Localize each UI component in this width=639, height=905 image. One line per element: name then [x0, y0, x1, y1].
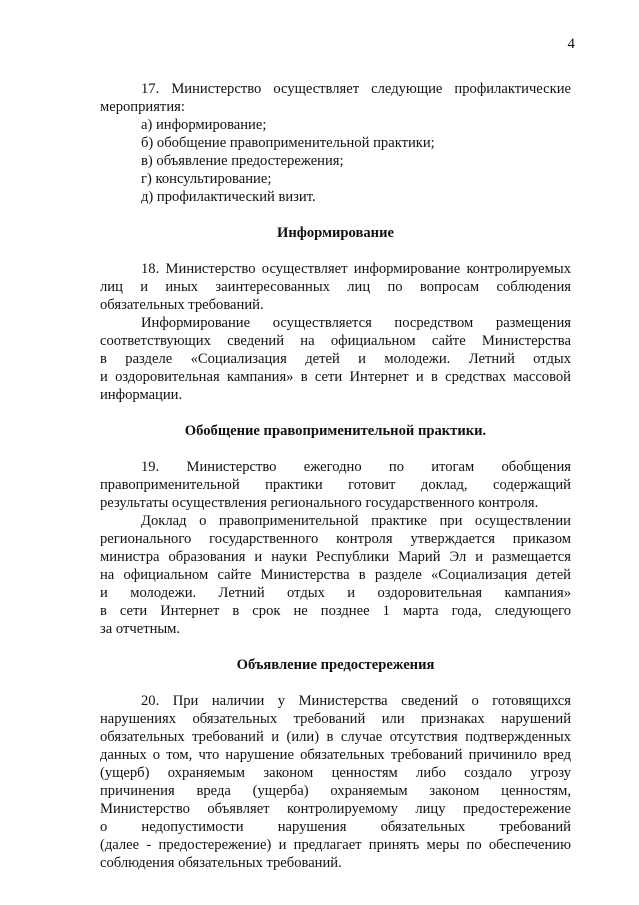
document-body [100, 80, 571, 872]
text-line: Министерство объявляет контролируемому лицу предостережение [100, 801, 571, 817]
list-item: г) консультирование; [141, 171, 272, 187]
section-heading-informing: Информирование [277, 225, 394, 241]
page-number: 4 [567, 36, 575, 52]
section-heading-practice: Обобщение правоприменительной практики. [184, 423, 487, 439]
paragraph-17 [100, 80, 571, 206]
text-line: обязательных требований. [100, 297, 264, 313]
list-item: а) информирование; [141, 117, 267, 133]
text-line: Информирование осуществляется посредством размещения [141, 315, 571, 331]
text-line: данных о том, что нарушение обязательных требований причинило вред [100, 747, 571, 763]
text-line: за отчетным. [100, 621, 181, 637]
text-line: 19. Министерство ежегодно по итогам обобщения [141, 459, 571, 475]
text-line: результаты осуществления регионального государственного контроля. [100, 495, 539, 511]
text-line: и оздоровительная кампания» в сети Интернет и в средствах массовой [100, 369, 571, 385]
text-line: министра образования и науки Республики Марий Эл и размещается [100, 549, 571, 565]
text-line: соблюдения обязательных требований. [100, 855, 342, 871]
list-item: в) объявление предостережения; [141, 153, 344, 169]
text-line: причинения вреда (ущерба) охраняемым законом ценностям, [100, 783, 571, 799]
text-line: информации. [100, 387, 183, 403]
text-line: соответствующих сведений на официальном сайте Министерства [100, 333, 571, 349]
text-line: регионального государственного контроля утверждается приказом [100, 531, 571, 547]
text-line: обязательных требований и (или) в случае отсутствия подтвержденных [100, 729, 571, 745]
text-line: о недопустимости нарушения обязательных требований [100, 819, 571, 835]
list-item: б) обобщение правоприменительной практики; [141, 135, 435, 151]
text-line: Доклад о правоприменительной практике при осуществлении [141, 513, 571, 529]
text-line: 20. При наличии у Министерства сведений о готовящихся [141, 693, 571, 709]
text-line: 17. Министерство осуществляет следующие профилактические [141, 81, 571, 97]
paragraph-20 [100, 692, 571, 872]
text-line: нарушениях обязательных требований или признаках нарушений [100, 711, 571, 727]
section-heading-warning: Объявление предостережения [236, 657, 435, 673]
paragraph-18 [100, 260, 571, 404]
paragraph-19 [100, 458, 571, 638]
text-line: правоприменительной практики готовит доклад, содержащий [100, 477, 571, 493]
text-line: на официальном сайте Министерства в разделе «Социализация детей [100, 567, 571, 583]
list-item: д) профилактический визит. [141, 189, 316, 205]
text-line: в сети Интернет в срок не позднее 1 марта года, следующего [100, 603, 571, 619]
text-line: мероприятия: [100, 99, 185, 115]
text-line: (ущерб) охраняемым законом ценностям либо создало угрозу [100, 765, 571, 781]
text-line: и молодежи. Летний отдых и оздоровительная кампания» [100, 585, 571, 601]
text-line: 18. Министерство осуществляет информирование контролируемых [141, 261, 571, 277]
text-line: (далее - предостережение) и предлагает принять меры по обеспечению [100, 837, 571, 853]
text-line: в разделе «Социализация детей и молодежи. Летний отдых [100, 351, 571, 367]
text-line: лиц и иных заинтересованных лиц по вопросам соблюдения [100, 279, 571, 295]
